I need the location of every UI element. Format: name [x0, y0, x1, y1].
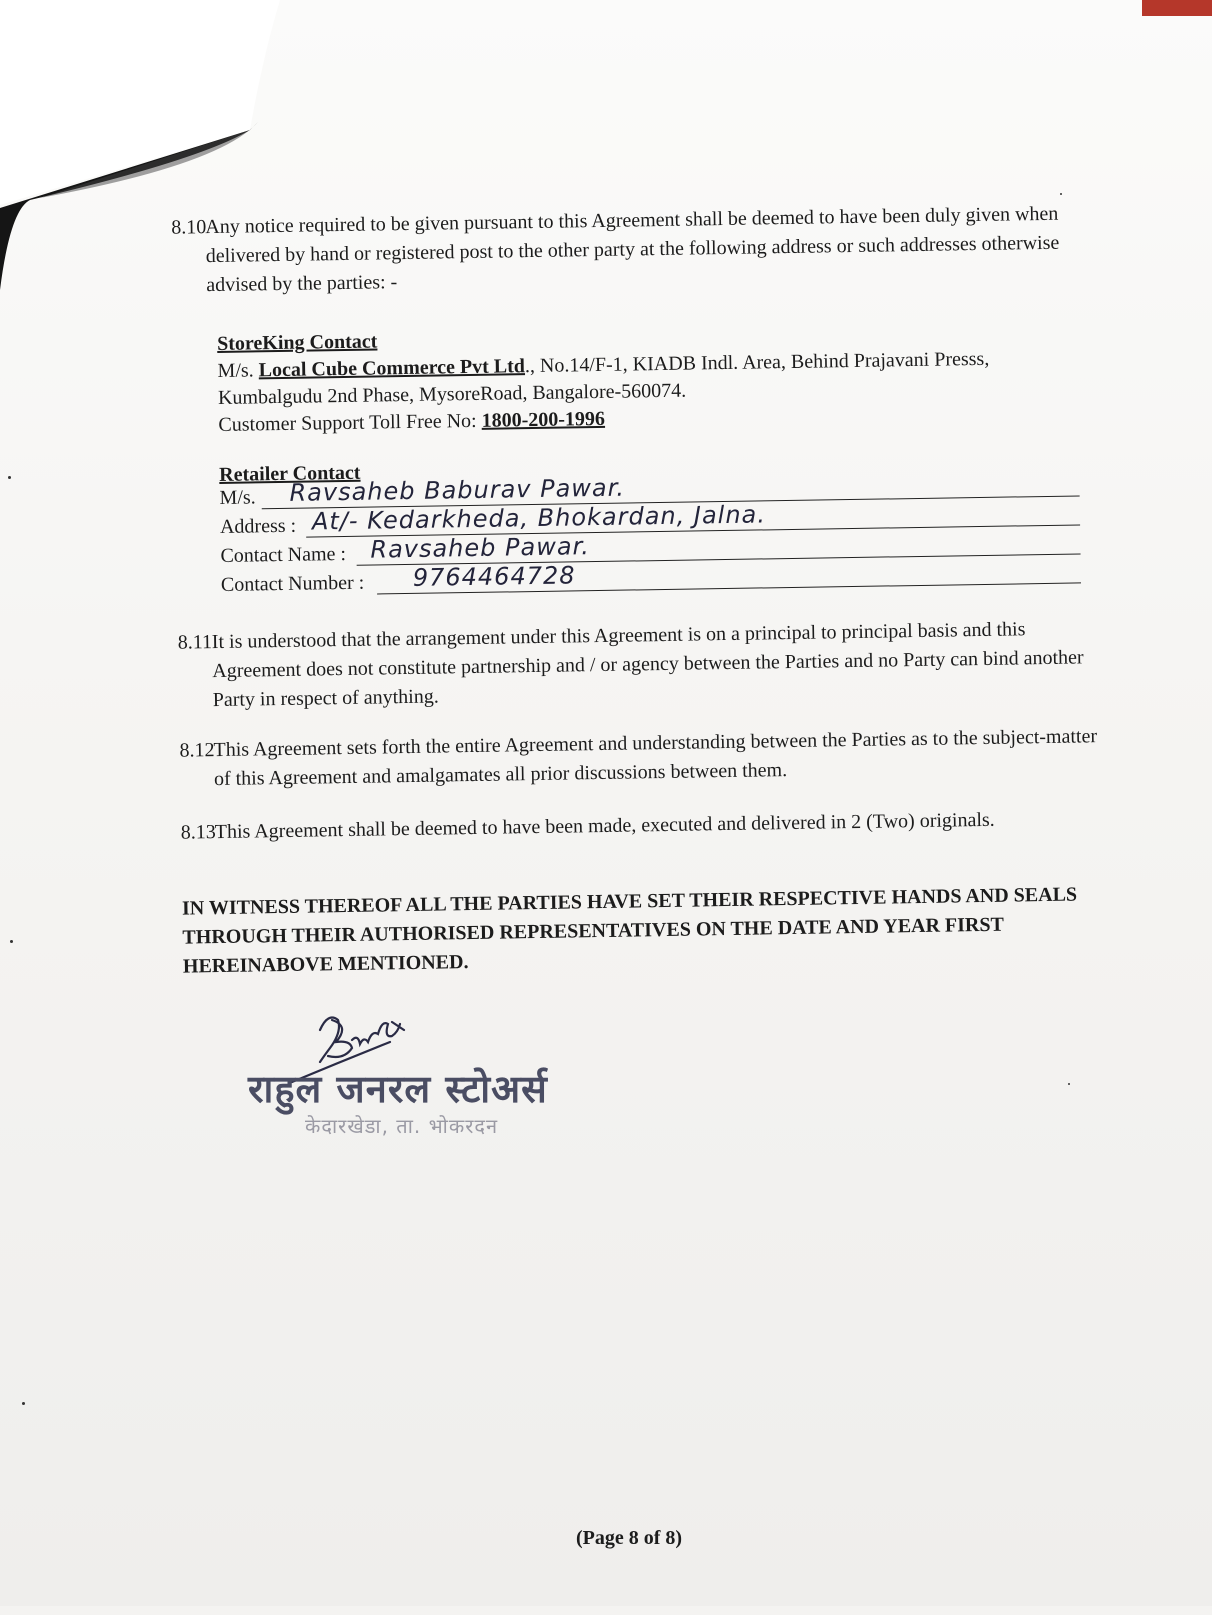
- clause-8-12: [179, 722, 1098, 794]
- contact-name-label: Contact Name :: [220, 542, 347, 567]
- retailer-heading: Retailer Contact: [219, 461, 361, 486]
- clause-8-11: [178, 614, 1097, 715]
- support-label: Customer Support Toll Free No:: [218, 409, 477, 436]
- support-number: 1800-200-1996: [481, 407, 606, 432]
- address-rest: ., No.14/F-1, KIADB Indl. Area, Behind Prajavani Presss,: [524, 347, 990, 378]
- stamp-name: राहुल जनरल स्टोअर्स: [248, 1067, 548, 1111]
- clause-number: 8.12: [179, 739, 215, 762]
- stamp-subtext: केदारखेडा, ता. भोकरदन: [305, 1114, 499, 1138]
- clause-text: This Agreement sets forth the entire Agreement and understanding between the Parties as to the subject-matter of this Agreement and amalgamates all prior discussions between them.: [213, 725, 1098, 791]
- clause-number: 8.13: [180, 821, 216, 844]
- clause-8-10: [171, 199, 1090, 300]
- ms-handwritten: Ravsaheb Baburav Pawar.: [289, 473, 626, 507]
- clause-text: It is understood that the arrangement under this Agreement is on a principal to principal basis and this Agreement does not constitute partnership and / or agency between the Parties and no Party can bind another Party in respect of anything.: [211, 618, 1084, 712]
- contact-number-label: Contact Number :: [220, 571, 365, 596]
- storeking-heading: StoreKing Contact: [216, 330, 378, 355]
- address-label: Address :: [219, 514, 297, 538]
- ms-prefix: M/s.: [217, 359, 254, 382]
- clause-8-13: [181, 804, 1099, 847]
- address-handwritten: At/- Kedarkheda, Bhokardan, Jalna.: [311, 500, 767, 536]
- storeking-contact: [217, 317, 1099, 439]
- contact-name-handwritten: Ravsaheb Pawar.: [370, 532, 591, 564]
- clause-text: Any notice required to be given pursuant to this Agreement shall be deemed to have been duly given when delivered by hand or registered post to the other party at the following address or such addresses otherwise advised by the parties: -: [205, 202, 1060, 297]
- clause-text: This Agreement shall be deemed to have been made, executed and delivered in 2 (Two) originals.: [214, 808, 995, 844]
- storeking-address-line2: Kumbalgudu 2nd Phase, MysoreRoad, Bangalore-560074.: [217, 379, 687, 409]
- ms-label: M/s.: [219, 486, 256, 509]
- clause-number: 8.10: [171, 216, 207, 239]
- clause-number: 8.11: [177, 631, 213, 654]
- company-name: Local Cube Commerce Pvt Ltd: [258, 355, 526, 382]
- contact-number-handwritten: 9764464728: [412, 561, 576, 592]
- page-number: (Page 8 of 8): [576, 1527, 683, 1549]
- witness-statement: IN WITNESS THEREOF ALL THE PARTIES HAVE SET THEIR RESPECTIVE HANDS AND SEALS THROUGH THEIR AUTHORISED REPRESENTATIVES ON THE DATE AND YEAR FIRST HEREINABOVE MENTIONED.: [181, 883, 1078, 978]
